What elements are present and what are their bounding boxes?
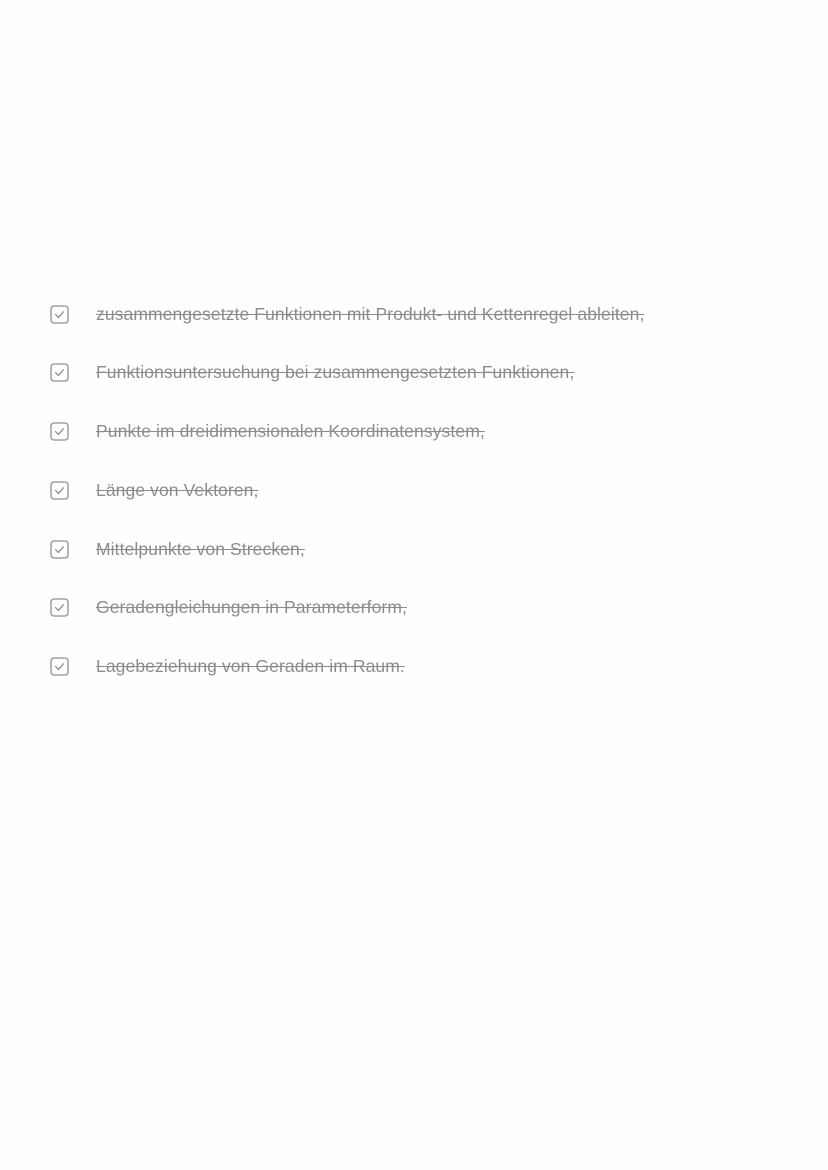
- checklist-item[interactable]: [50, 358, 644, 388]
- checkbox-checked-icon[interactable]: [50, 422, 69, 441]
- checkbox-checked-icon[interactable]: [50, 363, 69, 382]
- checklist: [50, 299, 644, 711]
- checkbox-checked-icon[interactable]: [50, 657, 69, 676]
- checklist-item[interactable]: [50, 593, 644, 623]
- checklist-item[interactable]: [50, 299, 644, 329]
- checklist-item-label: Funktionsuntersuchung bei zusammengesetzten Funktionen,: [96, 362, 575, 383]
- checklist-item-label: Länge von Vektoren,: [96, 479, 259, 500]
- checklist-item[interactable]: [50, 652, 644, 682]
- checklist-item[interactable]: [50, 417, 644, 447]
- checklist-item[interactable]: [50, 475, 644, 505]
- checklist-item[interactable]: [50, 534, 644, 564]
- checklist-item-label: Punkte im dreidimensionalen Koordinatensystem,: [96, 421, 485, 442]
- checklist-item-label: Mittelpunkte von Strecken,: [96, 538, 305, 559]
- checkbox-checked-icon[interactable]: [50, 540, 69, 559]
- checkbox-checked-icon[interactable]: [50, 305, 69, 324]
- checkbox-checked-icon[interactable]: [50, 598, 69, 617]
- checklist-item-label: Lagebeziehung von Geraden im Raum.: [96, 656, 405, 677]
- checklist-item-label: zusammengesetzte Funktionen mit Produkt- und Kettenregel ableiten,: [96, 303, 645, 324]
- checkbox-checked-icon[interactable]: [50, 481, 69, 500]
- checklist-item-label: Geradengleichungen in Parameterform,: [96, 597, 407, 618]
